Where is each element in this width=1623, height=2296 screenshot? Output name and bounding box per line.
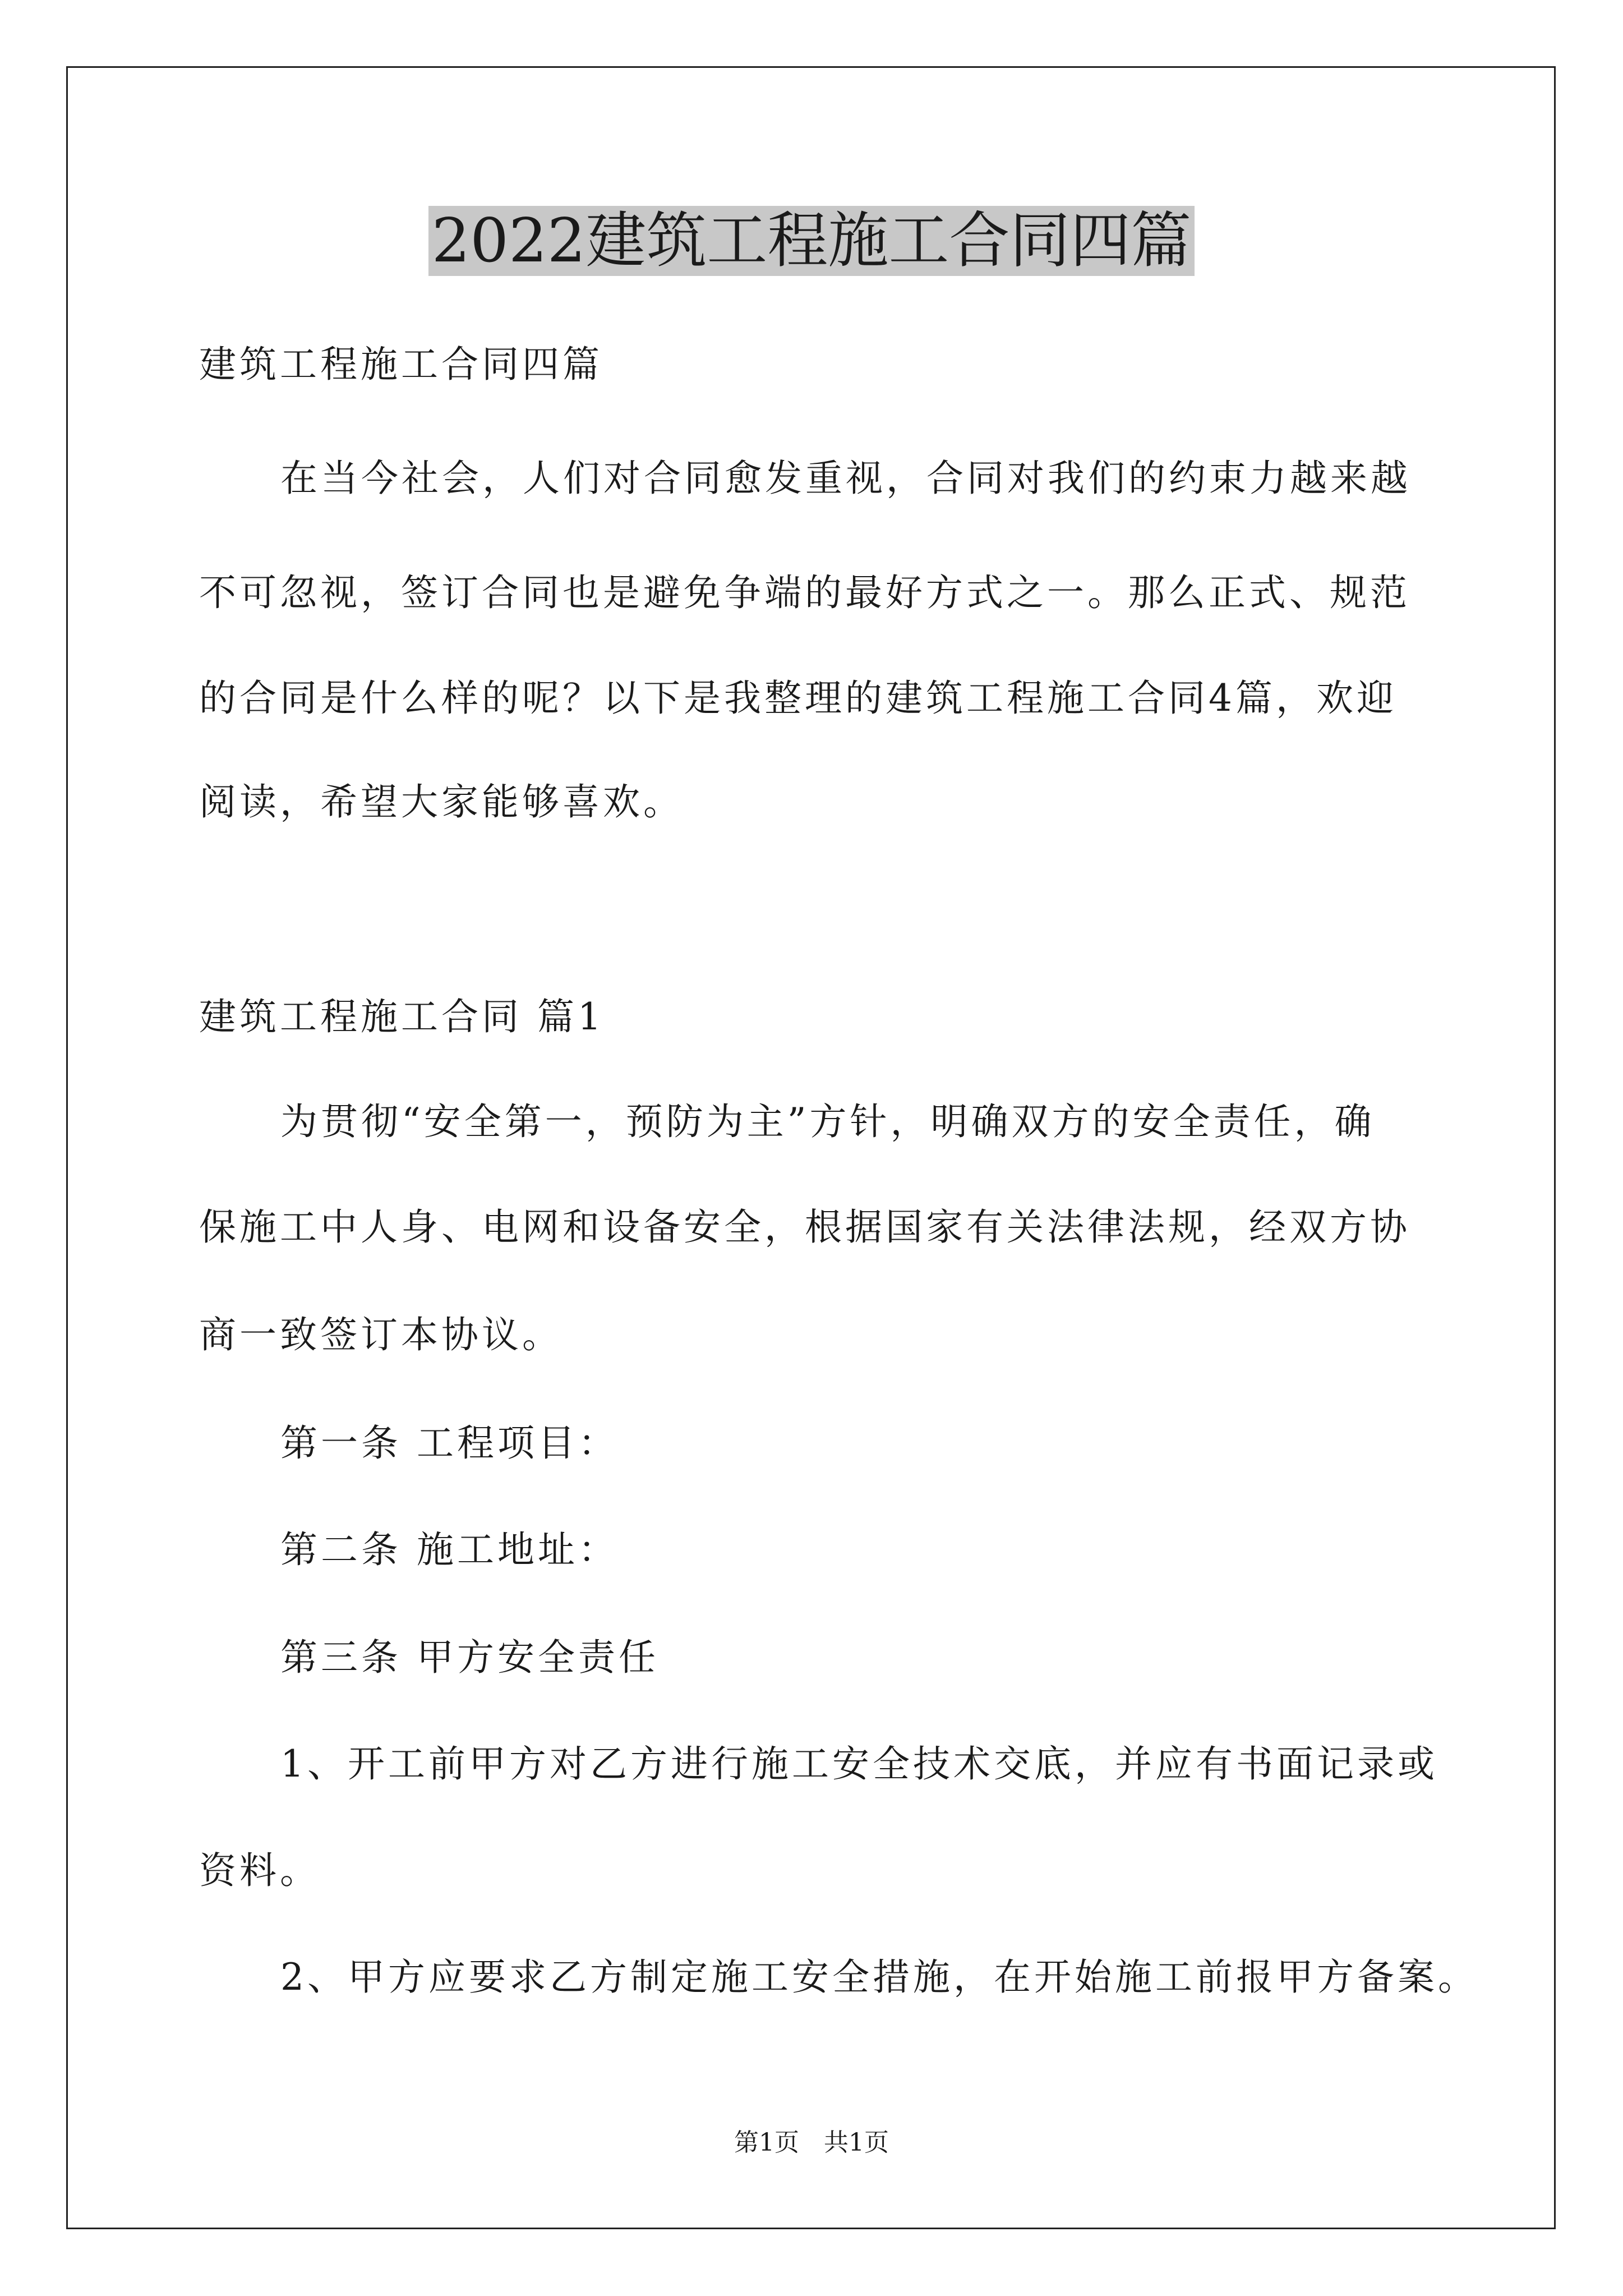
- paragraph-line: 阅读，希望大家能够喜欢。: [199, 780, 684, 823]
- paragraph-line: 保施工中人身、电网和设备安全，根据国家有关法律法规，经双方协: [199, 1205, 1410, 1249]
- paragraph-line: 不可忽视，签订合同也是避免争端的最好方式之一。那么正式、规范: [199, 571, 1410, 614]
- clause-line: 第二条 施工地址：: [280, 1528, 619, 1571]
- page-footer: 第1页 共1页: [734, 2128, 889, 2157]
- paragraph-line: 的合同是什么样的呢？以下是我整理的建筑工程施工合同4篇，欢迎: [199, 677, 1397, 720]
- subtitle-line: 建筑工程施工合同四篇: [199, 343, 603, 386]
- page-border: [66, 66, 1556, 2229]
- clause-line: 第一条 工程项目：: [280, 1421, 619, 1465]
- section-heading: 建筑工程施工合同 篇1: [199, 995, 605, 1038]
- clause-line: 第三条 甲方安全责任: [280, 1636, 659, 1679]
- document-title-text: 2022建筑工程施工合同四篇: [428, 206, 1195, 276]
- paragraph-line: 在当今社会，人们对合同愈发重视，合同对我们的约束力越来越: [280, 457, 1411, 500]
- paragraph-line: 1、开工前甲方对乙方进行施工安全技术交底，并应有书面记录或: [280, 1742, 1438, 1786]
- paragraph-line: 2、甲方应要求乙方制定施工安全措施，在开始施工前报甲方备案。: [280, 1955, 1478, 1999]
- document-title: [0, 199, 1623, 283]
- paragraph-line: 资料。: [199, 1849, 320, 1892]
- paragraph-line: 商一致签订本协议。: [199, 1313, 562, 1356]
- paragraph-line: 为贯彻“安全第一，预防为主”方针，明确双方的安全责任，确: [280, 1100, 1375, 1143]
